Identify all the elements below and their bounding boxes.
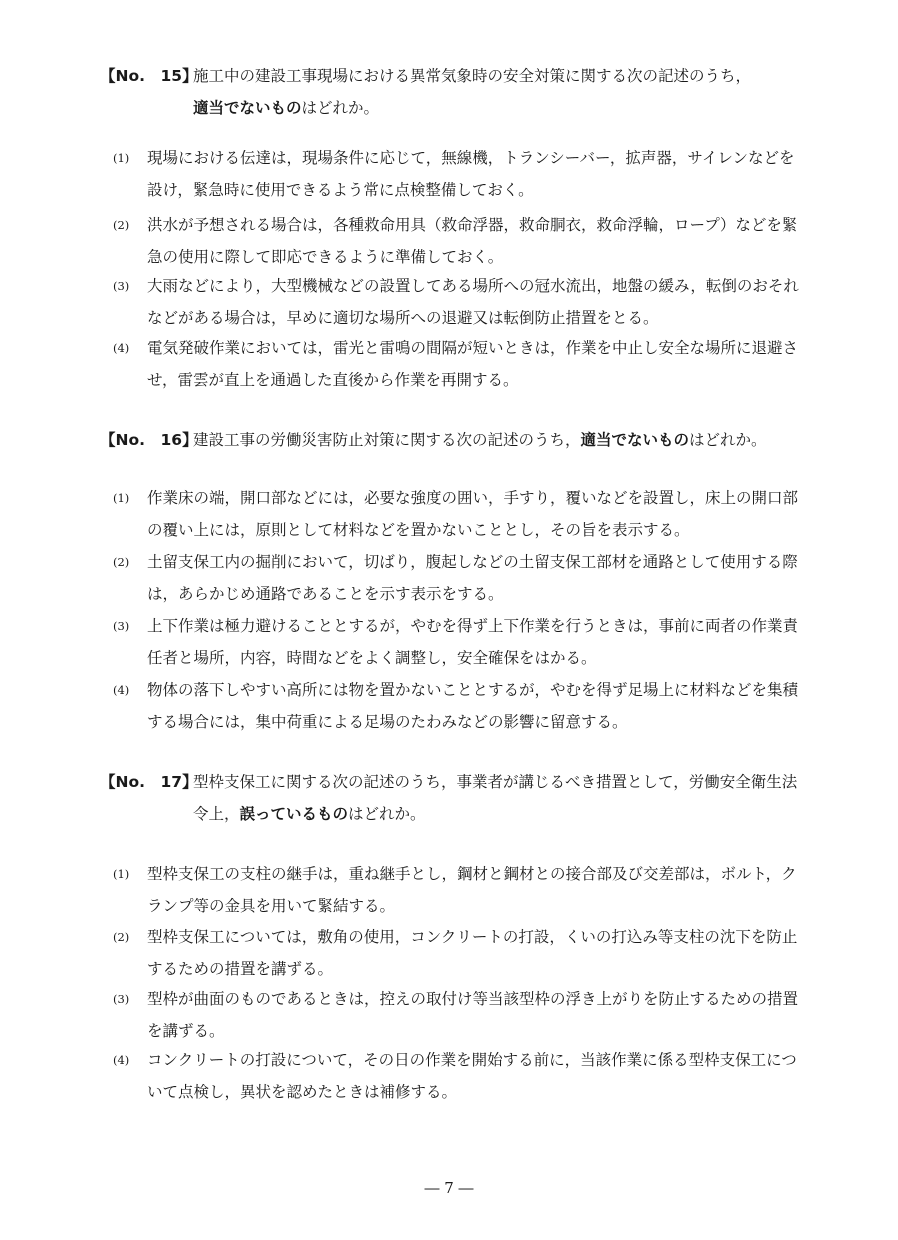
question-line bbox=[193, 60, 803, 92]
choice-number: (4) bbox=[113, 1053, 130, 1067]
choice-number: (3) bbox=[113, 279, 130, 293]
choice-number: (3) bbox=[113, 992, 130, 1006]
choice-number: (1) bbox=[113, 491, 130, 505]
question-text-segment: 型枠支保工に関する次の記述のうち，事業者が講じるべき措置として，労働安全衛生法 bbox=[193, 773, 798, 791]
choice-text bbox=[147, 921, 807, 985]
choice-line: 型枠支保工については，敷角の使用，コンクリートの打設，くいの打込み等支柱の沈下を防止 bbox=[147, 928, 798, 946]
choice-line: ランプ等の金具を用いて緊結する。 bbox=[147, 897, 396, 915]
choice-text bbox=[147, 332, 807, 396]
choice-line: 急の使用に際して即応できるように準備しておく。 bbox=[147, 248, 504, 266]
choice-number: (2) bbox=[113, 218, 130, 232]
question-text-segment: はどれか。 bbox=[348, 805, 426, 823]
choice-line: するための措置を講ずる。 bbox=[147, 960, 334, 978]
question-text-segment: 令上， bbox=[193, 805, 240, 823]
choice-line: 任者と場所，内容，時間などをよく調整し，安全確保をはかる。 bbox=[147, 649, 597, 667]
choice-line: を講ずる。 bbox=[147, 1022, 225, 1040]
choice-text bbox=[147, 142, 807, 206]
choice-text bbox=[147, 858, 807, 922]
question-line bbox=[193, 424, 833, 456]
choice-line: 土留支保工内の掘削において，切ばり，腹起しなどの土留支保工部材を通路として使用する際 bbox=[147, 553, 798, 571]
choice-number: (3) bbox=[113, 619, 130, 633]
choice-line: いて点検し，異状を認めたときは補修する。 bbox=[147, 1083, 458, 1101]
choice-line: せ，雷雲が直上を通過した直後から作業を再開する。 bbox=[147, 371, 519, 389]
choice-text bbox=[147, 983, 807, 1047]
choice-number: (4) bbox=[113, 341, 130, 355]
question-text bbox=[193, 766, 803, 830]
choice-text bbox=[147, 1044, 807, 1108]
choice-line: 物体の落下しやすい高所には物を置かないこととするが，やむを得ず足場上に材料などを集積 bbox=[147, 681, 799, 699]
question-text bbox=[193, 424, 833, 456]
choice-line: などがある場合は，早めに適切な場所への退避又は転倒防止措置をとる。 bbox=[147, 309, 659, 327]
choice-line: 洪水が予想される場合は，各種救命用具（救命浮器，救命胴衣，救命浮輪，ロープ）などを緊 bbox=[147, 216, 798, 234]
choice-text bbox=[147, 674, 807, 738]
choice-line: は，あらかじめ通路であることを示す表示をする。 bbox=[147, 585, 504, 603]
question-line bbox=[193, 798, 803, 830]
choice-line: 現場における伝達は，現場条件に応じて，無線機，トランシーバー，拡声器，サイレンなどを bbox=[147, 149, 795, 167]
choice-text bbox=[147, 270, 807, 334]
choice-number: (4) bbox=[113, 683, 130, 697]
choice-number: (1) bbox=[113, 151, 130, 165]
choice-line: 電気発破作業においては，雷光と雷鳴の間隔が短いときは，作業を中止し安全な場所に退避さ bbox=[147, 339, 799, 357]
emphasis-text: 適当でないもの bbox=[193, 99, 302, 117]
choice-line: コンクリートの打設について，その日の作業を開始する前に，当該作業に係る型枠支保工につ bbox=[147, 1051, 797, 1069]
choice-number: (2) bbox=[113, 555, 130, 569]
question-number: 【No. 15】 bbox=[100, 67, 198, 85]
question-text bbox=[193, 60, 803, 124]
choice-line: 型枠が曲面のものであるときは，控えの取付け等当該型枠の浮き上がりを防止するための措置 bbox=[147, 990, 799, 1008]
choice-number: (2) bbox=[113, 930, 130, 944]
question-line bbox=[193, 92, 803, 124]
question-text-segment: 施工中の建設工事現場における異常気象時の安全対策に関する次の記述のうち， bbox=[193, 67, 752, 85]
choice-line: 大雨などにより，大型機械などの設置してある場所への冠水流出，地盤の緩み，転倒のおそれ bbox=[147, 277, 799, 295]
question-number: 【No. 17】 bbox=[100, 773, 198, 791]
choice-line: 作業床の端，開口部などには，必要な強度の囲い，手すり，覆いなどを設置し，床上の開口部 bbox=[147, 489, 799, 507]
page-number: ― 7 ― bbox=[424, 1179, 474, 1197]
emphasis-text: 適当でないもの bbox=[580, 431, 690, 449]
choice-line: の覆い上には，原則として材料などを置かないこととし，その旨を表示する。 bbox=[147, 521, 690, 539]
emphasis-text: 誤っているもの bbox=[239, 805, 349, 823]
question-text-segment: 建設工事の労働災害防止対策に関する次の記述のうち， bbox=[193, 431, 581, 449]
choice-line: 上下作業は極力避けることとするが，やむを得ず上下作業を行うときは，事前に両者の作業責 bbox=[147, 617, 799, 635]
question-text-segment: はどれか。 bbox=[301, 99, 380, 117]
choice-number: (1) bbox=[113, 867, 130, 881]
question-text-segment: はどれか。 bbox=[689, 431, 767, 449]
choice-line: 設け，緊急時に使用できるよう常に点検整備しておく。 bbox=[147, 181, 534, 199]
choice-text bbox=[147, 482, 807, 546]
question-number: 【No. 16】 bbox=[100, 431, 198, 449]
choice-text bbox=[147, 209, 807, 273]
question-line bbox=[193, 766, 803, 798]
choice-text bbox=[147, 546, 807, 610]
choice-text bbox=[147, 610, 807, 674]
choice-line: する場合には，集中荷重による足場のたわみなどの影響に留意する。 bbox=[147, 713, 628, 731]
choice-line: 型枠支保工の支柱の継手は，重ね継手とし，鋼材と鋼材との接合部及び交差部は，ボルト，ク bbox=[147, 865, 797, 883]
